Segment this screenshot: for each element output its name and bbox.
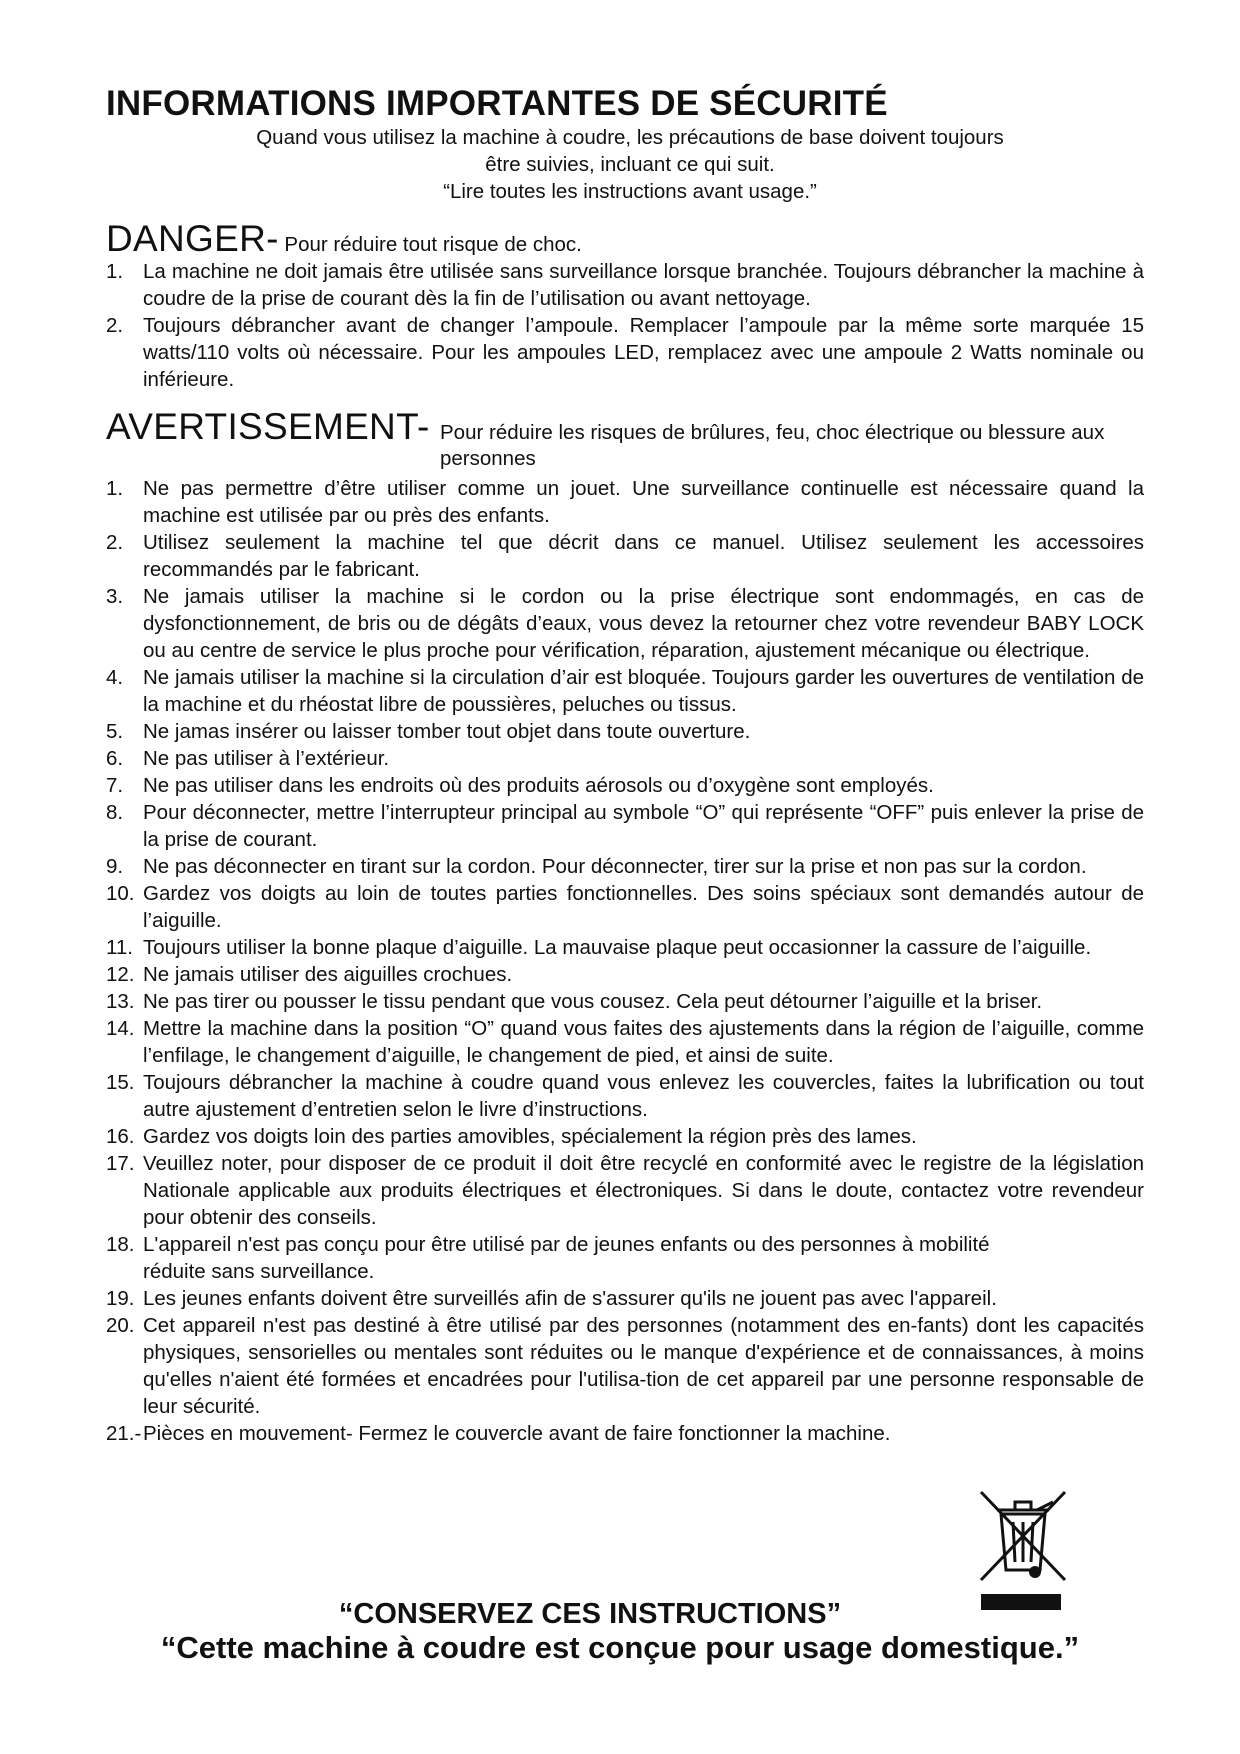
list-item: 10. Gardez vos doigts au loin de toutes parties fonctionnelles. Des soins spéciaux sont demandés autour de l’aiguille. (106, 882, 1144, 932)
list-item: 13. Ne pas tirer ou pousser le tissu pendant que vous cousez. Cela peut détourner l’aiguille et la briser. (106, 990, 1043, 1013)
intro-text (200, 124, 1060, 205)
intro-line: être suivies, incluant ce qui suit. (485, 153, 775, 176)
list-item: 2. Toujours débrancher avant de changer l’ampoule. Remplacer l’ampoule par la même sorte marquée 15 watts/110 volts où nécessaire. Pour les ampoules LED, remplacez avec une ampoule 2 Watts nominale ou inférieure. (106, 314, 1144, 391)
list-item: 6. Ne pas utiliser à l’extérieur. (106, 747, 390, 770)
list-item: 17. Veuillez noter, pour disposer de ce produit il doit être recyclé en conformité avec le registre de la législation Nationale applicable aux produits électriques et électroniques. Si dans le doute, contactez votre revendeur pour obtenir des conseils. (106, 1152, 1144, 1229)
list-item: 21.- Pièces en mouvement- Fermez le couvercle avant de faire fonctionner la machine. (106, 1422, 891, 1445)
list-item: 8. Pour déconnecter, mettre l’interrupteur principal au symbole “O” qui représente “OFF” puis enlever la prise de la prise de courant. (106, 801, 1144, 851)
list-item: 4. Ne jamais utiliser la machine si la circulation d’air est bloquée. Toujours garder les ouvertures de ventilation de la machine et du rhéostat libre de poussières, peluches ou tissus. (106, 666, 1144, 716)
intro-line: Quand vous utilisez la machine à coudre, les précautions de base doivent toujours (256, 126, 1004, 149)
warning-heading (106, 406, 430, 448)
list-item: 5. Ne jamas insérer ou laisser tomber tout objet dans toute ouverture. (106, 720, 751, 743)
intro-line: “Lire toutes les instructions avant usage.” (443, 180, 817, 203)
list-item: 20. Cet appareil n'est pas destiné à être utilisé par des personnes (notamment des en-fants) dont les capacités physiques, sensorielles ou mentales sont réduites ou le manque d'expérience et de connaissances, à moins qu'elles n'aient été formées et encadrées pour l'utilisa-tion de cet appareil par une personne responsable de leur sécurité. (106, 1314, 1144, 1418)
page-title: INFORMATIONS IMPORTANTES DE SÉCURITÉ (106, 84, 888, 123)
crossed-out-wheeled-bin-icon (975, 1488, 1070, 1613)
domestic-use-line: “Cette machine à coudre est conçue pour usage domestique.” (160, 1630, 1080, 1665)
save-instructions-line: “CONSERVEZ CES INSTRUCTIONS” (338, 1598, 842, 1630)
warning-label: AVERTISSEMENT- (106, 406, 430, 447)
danger-subheading: Pour réduire tout risque de choc. (278, 233, 582, 256)
list-item: 16. Gardez vos doigts loin des parties amovibles, spécialement la région près des lames. (106, 1125, 917, 1148)
list-item: 1. Ne pas permettre d’être utiliser comme un jouet. Une surveillance continuelle est nécessaire quand la machine est utilisée par ou près des enfants. (106, 477, 1144, 527)
list-item: 3. Ne jamais utiliser la machine si le cordon ou la prise électrique sont endommagés, en cas de dysfonctionnement, de bris ou de dégâts d’eaux, vous devez la retourner chez votre revendeur BABY LOCK ou au centre de service le plus proche pour vérification, réparation, ajustement mécanique ou électrique. (106, 585, 1144, 662)
list-item: 14. Mettre la machine dans la position “O” quand vous faites des ajustements dans la région de l’aiguille, comme l’enfilage, le changement d’aiguille, le changement de pied, et ainsi de suite. (106, 1017, 1144, 1067)
warning-list (106, 475, 1144, 1447)
warning-subheading: Pour réduire les risques de brûlures, feu, choc électrique ou blessure aux personnes (440, 421, 1105, 470)
list-item: 7. Ne pas utiliser dans les endroits où des produits aérosols ou d’oxygène sont employés. (106, 774, 934, 797)
list-item: 12. Ne jamais utiliser des aiguilles crochues. (106, 963, 513, 986)
danger-label: DANGER- (106, 218, 279, 259)
list-item: 11. Toujours utiliser la bonne plaque d’aiguille. La mauvaise plaque peut occasionner la cassure de l’aiguille. (106, 936, 1092, 959)
list-item: 1. La machine ne doit jamais être utilisée sans surveillance lorsque branchée. Toujours débrancher la machine à coudre de la prise de courant dès la fin de l’utilisation ou avant nettoyage. (106, 260, 1144, 310)
danger-heading (106, 218, 582, 260)
list-item: 18. L'appareil n'est pas conçu pour être utilisé par de jeunes enfants ou des personnes à mobilité réduite sans surveillance. (106, 1233, 990, 1283)
list-item: 9. Ne pas déconnecter en tirant sur la cordon. Pour déconnecter, tirer sur la prise et non pas sur la cordon. (106, 855, 1087, 878)
list-item: 15. Toujours débrancher la machine à coudre quand vous enlevez les couvercles, faites la lubrification ou tout autre ajustement d’entretien selon le livre d’instructions. (106, 1071, 1144, 1121)
list-item: 19. Les jeunes enfants doivent être surveillés afin de s'assurer qu'ils ne jouent pas avec l'appareil. (106, 1287, 997, 1310)
danger-list (106, 258, 1144, 393)
list-item: 2. Utilisez seulement la machine tel que décrit dans ce manuel. Utilisez seulement les accessoires recommandés par le fabricant. (106, 531, 1144, 581)
